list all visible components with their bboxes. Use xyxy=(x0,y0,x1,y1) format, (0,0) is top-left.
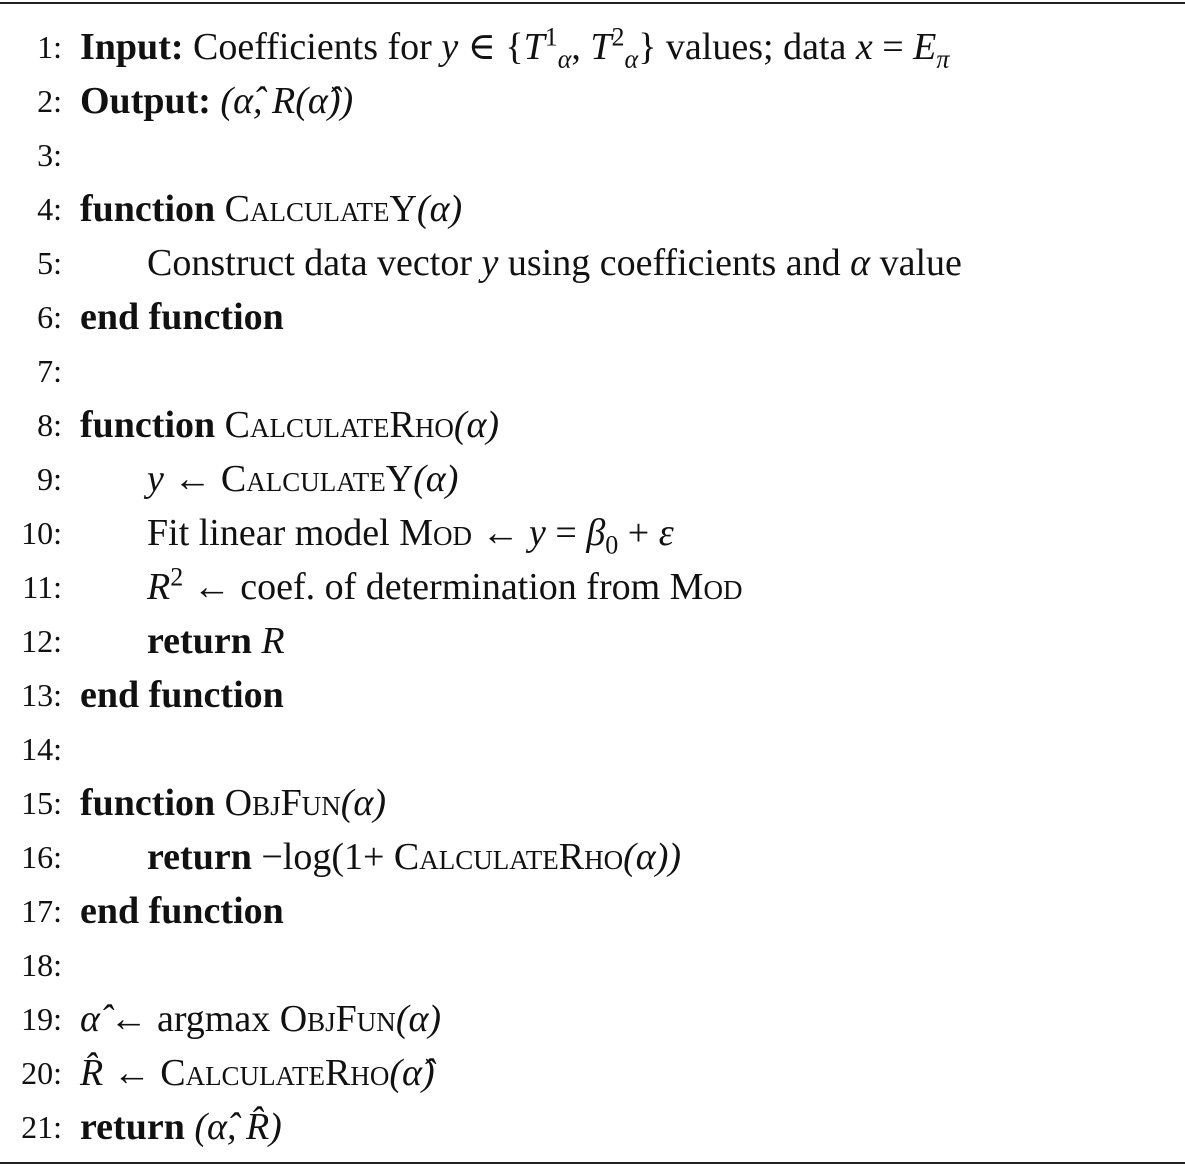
line-content: return −log(1+ CalculateRho(α)) xyxy=(147,836,682,878)
line-content: Fit linear model Mod ← $y = \beta_0 + \varepsilon$ xyxy=(147,512,674,560)
bottom-rule xyxy=(0,1162,1185,1164)
top-rule xyxy=(0,2,1185,4)
line-number: 21: xyxy=(21,1109,62,1145)
line-number: 11: xyxy=(22,569,62,605)
line-number: 12: xyxy=(21,623,62,659)
line-number: 1: xyxy=(37,29,62,65)
line-content: $R^2$ ← coef. of determination from Mod xyxy=(147,562,743,608)
line-number: 7: xyxy=(37,353,62,389)
line-number: 17: xyxy=(21,893,62,929)
line-content: Input: Coefficients for y ∈ {$T^1_\alpha$, $T^2_\alpha$} values; data $x = E_\pi$ xyxy=(80,22,950,74)
function-name: ObjFun xyxy=(224,782,341,824)
line-number: 8: xyxy=(37,407,62,443)
line-content: return R xyxy=(147,620,285,662)
line-content: end function xyxy=(80,296,284,338)
function-name: CalculateY xyxy=(224,188,417,230)
line-number: 5: xyxy=(37,245,62,281)
line-content: function CalculateY(α) xyxy=(80,188,463,230)
line-content: Output: (α̂, R(α̂)) xyxy=(80,80,354,122)
line-number: 18: xyxy=(21,947,62,983)
line-number: 10: xyxy=(21,515,62,551)
line-number: 13: xyxy=(21,677,62,713)
line-number: 19: xyxy=(21,1001,62,1037)
keyword-input: Input: xyxy=(80,26,184,68)
line-number: 6: xyxy=(37,299,62,335)
line-content: function CalculateRho(α) xyxy=(80,404,500,446)
line-number: 20: xyxy=(21,1055,62,1091)
line-content: end function xyxy=(80,890,284,932)
line-number: 2: xyxy=(37,83,62,119)
line-content: R̂ ← CalculateRho(α̂) xyxy=(80,1052,435,1094)
line-number: 4: xyxy=(37,191,62,227)
line-number: 16: xyxy=(21,839,62,875)
function-name: CalculateRho xyxy=(224,404,454,446)
line-content: α̂ ← argmax ObjFun(α) xyxy=(80,998,442,1040)
line-number: 3: xyxy=(37,137,62,173)
line-content: end function xyxy=(80,674,284,716)
line-number: 9: xyxy=(37,461,62,497)
line-number: 14: xyxy=(21,731,62,767)
line-number: 15: xyxy=(21,785,62,821)
keyword-output: Output: xyxy=(80,80,211,122)
line-content: return (α̂, R̂) xyxy=(80,1106,282,1148)
line-content: function ObjFun(α) xyxy=(80,782,386,824)
line-content: Construct data vector y using coefficients and α value xyxy=(147,242,962,284)
line-content: y ← CalculateY(α) xyxy=(147,458,459,500)
